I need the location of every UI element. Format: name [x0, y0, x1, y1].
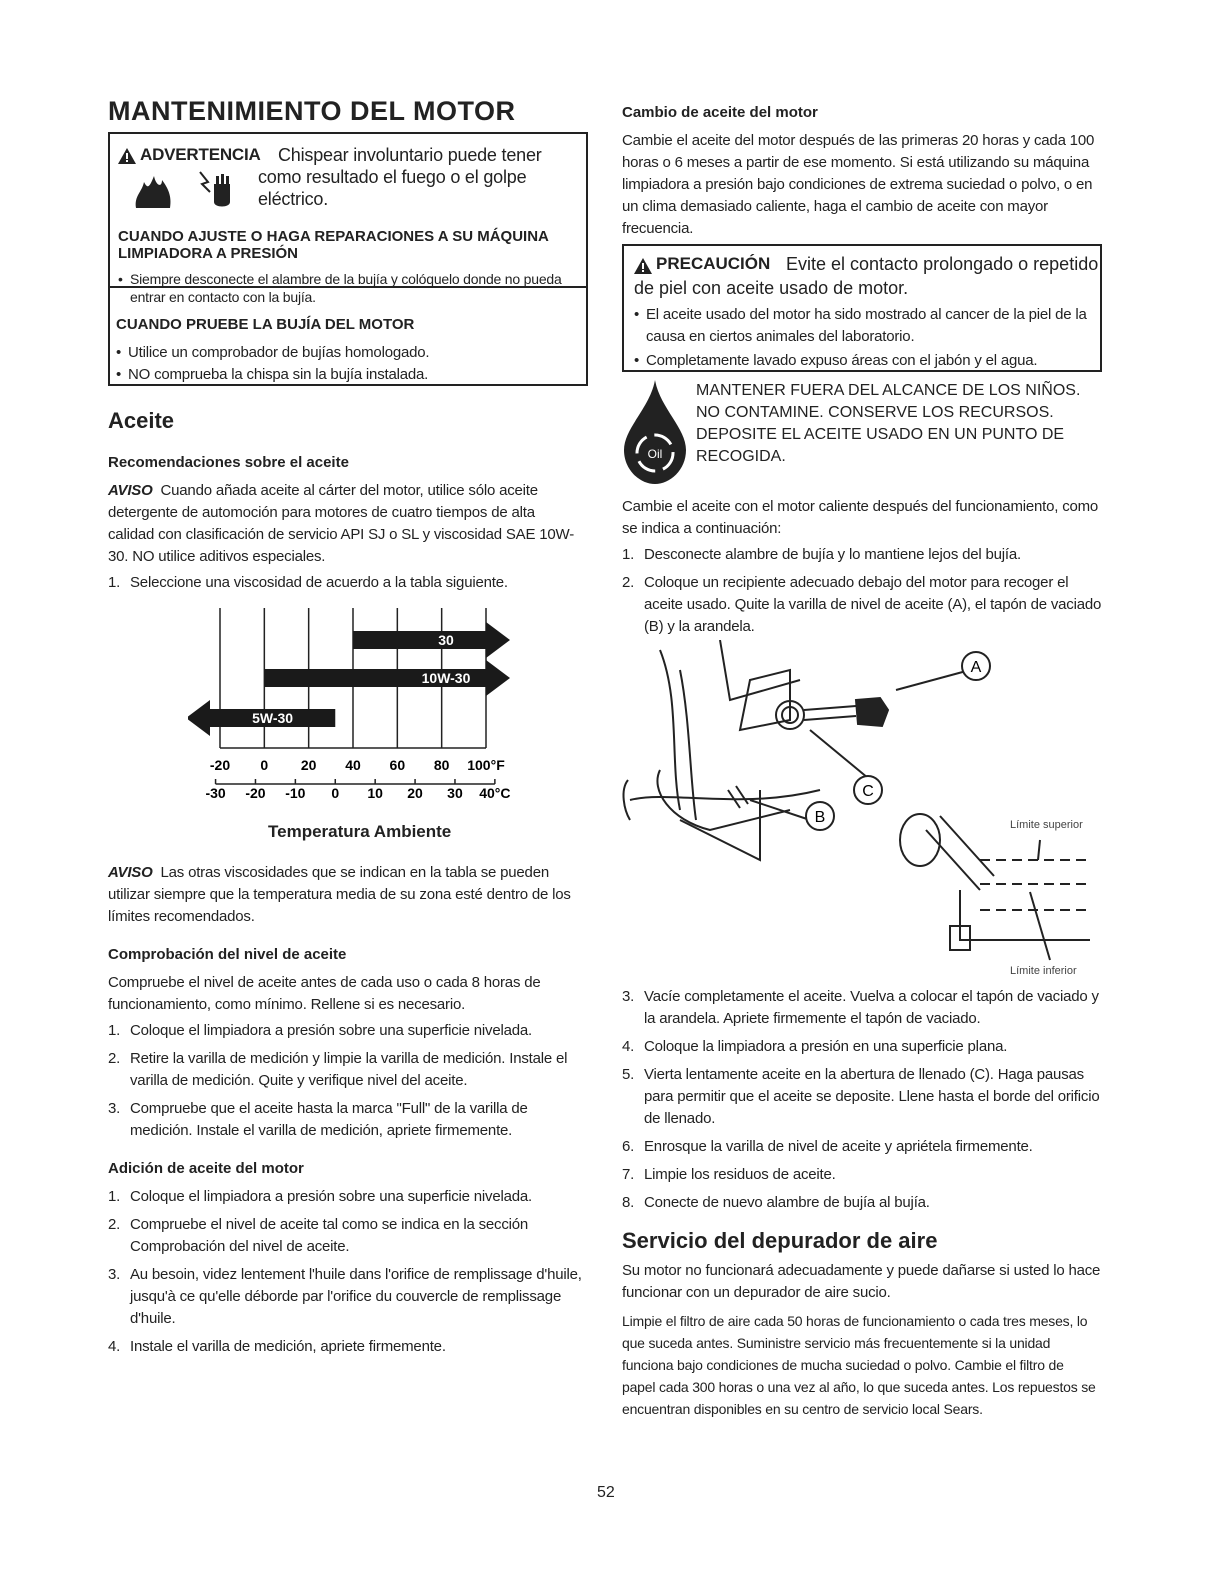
chart-bar-5w30 [188, 700, 335, 736]
list-item: 6. Enrosque la varilla de nivel de aceite y apriétela firmemente. [622, 1138, 1033, 1155]
aviso2-text: Las otras viscosidades que se indican en la tabla se pueden utilizar siempre que la temperatura media de su zona esté dentro de los límites recomendados. [108, 864, 571, 925]
chart-c-tick: 0 [331, 785, 340, 800]
check-title: Comprobación del nivel de aceite [108, 946, 347, 963]
chart-f-tick: 100°F [467, 757, 505, 773]
warning-section2-bullet-1: • Utilice un comprobador de bujías homologado. [116, 342, 576, 364]
warning-label: ADVERTENCIA [140, 145, 261, 164]
air-p1: Su motor no funcionará adecuadamente y puede dañarse si usted lo hace funcionar con un depurador de aire sucio. [622, 1262, 1101, 1301]
list-item: 5. Vierta lentamente aceite en la abertura de llenado (C). Haga pausas para permitir que el aceite se deposite. Llene hasta el borde del orificio de llenado. [622, 1066, 1100, 1127]
chart-bar-10w30 [264, 660, 510, 696]
caution-bullet-1: • El aceite usado del motor ha sido mostrado al cancer de la piel de la causa en ciertos animales del laboratorio. [634, 304, 1094, 348]
list-item: 8. Conecte de nuevo alambre de bujía al bujía. [622, 1194, 930, 1211]
caution-label: PRECAUCIÓN [656, 254, 771, 273]
caution-box [622, 244, 1102, 372]
diagram-label-c: C [862, 783, 874, 800]
chart-c-tick: -20 [245, 785, 266, 800]
chart-f-tick: -20 [209, 757, 231, 773]
diagram-label-a: A [970, 659, 982, 676]
warning-box [108, 132, 588, 305]
chart-c-tick: 30 [447, 785, 463, 800]
shock-icon [196, 168, 236, 210]
hot-text: Cambie el aceite con el motor caliente después del funcionamiento, como se indica a continuación: [622, 498, 1099, 537]
warning-section2-bullet-2: • NO comprueba la chispa sin la bujía instalada. [116, 364, 576, 386]
chart-title: Temperatura Ambiente [268, 822, 452, 841]
limit-lower-label: Límite inferior [1010, 965, 1077, 977]
warning-text-3: eléctrico. [258, 189, 329, 209]
recycle-text: MANTENER FUERA DEL ALCANCE DE LOS NIÑOS. NO CONTAMINE. CONSERVE LOS RECURSOS. DEPOSITE EL ACEITE USADO EN UN PUNTO DE RECOGIDA. [696, 382, 1081, 465]
warning-triangle-icon [118, 148, 136, 164]
chart-f-tick: 60 [389, 757, 406, 773]
chart-bar-label: 5W-30 [252, 710, 294, 726]
list-item: 3. Vacíe completamente el aceite. Vuelva a colocar el tapón de vaciado y la arandela. Apriete firmemente el tapón de vaciado. [622, 988, 1099, 1027]
chart-bar-label: 10W-30 [421, 670, 471, 686]
oil-text: Oil [647, 447, 663, 461]
list-item: 4. Coloque la limpiadora a presión en una superficie plana. [622, 1038, 1008, 1055]
chart-c-tick: -30 [205, 785, 226, 800]
page-title: MANTENIMIENTO DEL MOTOR [108, 96, 516, 126]
engine-diagram [620, 640, 1110, 990]
aviso2-label: AVISO [108, 864, 153, 881]
list-item: 2. Compruebe el nivel de aceite tal como se indica en la sección Comprobación del nivel de aceite. [108, 1216, 529, 1255]
aviso2-paragraph [108, 862, 588, 928]
fire-icon [132, 172, 178, 210]
warning-section1-title-2: LIMPIADORA A PRESIÓN [118, 245, 299, 262]
viscosity-chart [188, 600, 528, 800]
list-item: 1. Coloque el limpiadora a presión sobre una superficie nivelada. [108, 1188, 533, 1205]
air-title: Servicio del depurador de aire [622, 1228, 938, 1253]
chart-c-tick: 10 [367, 785, 383, 800]
warning-box-bottom [108, 288, 588, 386]
chart-c-tick: 20 [407, 785, 423, 800]
chart-bar-label: 30 [438, 632, 454, 648]
chart-f-tick: 80 [433, 757, 450, 773]
warning-bullet: • Siempre desconecte el alambre de la bujía y colóquelo donde no pueda entrar en contacto con la bujía. [118, 270, 578, 306]
caution-bullet-2: • Completamente lavado expuso áreas con el jabón y el agua. [634, 350, 1094, 372]
chart-bar-30 [353, 622, 510, 658]
add-title: Adición de aceite del motor [108, 1160, 304, 1177]
list-item: 7. Limpie los residuos de aceite. [622, 1166, 836, 1183]
change-title: Cambio de aceite del motor [622, 104, 818, 121]
check-text: Compruebe el nivel de aceite antes de cada uso o cada 8 horas de funcionamiento, como mínimo. Rellene si es necesario. [108, 974, 541, 1013]
chart-c-tick: -10 [285, 785, 306, 800]
air-p2: Limpie el filtro de aire cada 50 horas de funcionamiento o cada tres meses, lo que suceda antes. Suministre servicio más frecuentemente si la unidad funciona bajo condiciones de mucha suciedad o polvo. Cambie el filtro de papel cada 300 horas o una vez al año, lo que suceda antes. Los repuestos se encuentran disponibles en su centro de servicio local Sears. [622, 1313, 1096, 1417]
caution-text-2: de piel con aceite usado de motor. [634, 278, 909, 298]
oil-recycle-icon [620, 378, 690, 488]
change-text: Cambie el aceite del motor después de las primeras 20 horas y cada 100 horas o 6 meses a partir de ese momento. Si está utilizando su máquina limpiadora a presión bajo condiciones de extrema suciedad o polvo, o en un clima demasiado caliente, haga el cambio de aceite con mayor frecuencia. [622, 132, 1095, 237]
list-item: 3. Au besoin, videz lentement l'huile dans l'orifice de remplissage d'huile, jusqu'à ce qu'elle déborde par l'orifice du couvercle de remplissage d'huile. [108, 1266, 582, 1327]
chart-f-tick: 40 [345, 757, 361, 773]
list-item: 4. Instale el varilla de medición, apriete firmemente. [108, 1338, 446, 1355]
aviso-paragraph [108, 480, 578, 568]
warning-section1-title-1: CUANDO AJUSTE O HAGA REPARACIONES A SU MÁQUINA [118, 228, 549, 245]
list-item: 1. Coloque el limpiadora a presión sobre una superficie nivelada. [108, 1022, 533, 1039]
diagram-label-b: B [814, 809, 826, 826]
aviso-text: Cuando añada aceite al cárter del motor, utilice sólo aceite detergente de automoción para motores de cuatro tiempos de alta calidad con clasificación de servicio API SJ o SL y viscosidad SAE 10W-30. NO utilice aditivos especiales. [108, 482, 575, 565]
page-number: 52 [597, 1484, 615, 1501]
caution-text-1: Evite el contacto prolongado o repetido [786, 254, 1099, 274]
warning-text-1: Chispear involuntario puede tener [278, 145, 542, 165]
aviso-label: AVISO [108, 482, 153, 499]
list-item: 3. Compruebe que el aceite hasta la marca "Full" de la varilla de medición. Instale el varilla de medición, apriete firmemente. [108, 1100, 528, 1139]
chart-c-tick: 40°C [479, 785, 511, 800]
limit-upper-label: Límite superior [1010, 819, 1083, 831]
list-item: 1. Desconecte alambre de bujía y lo mantiene lejos del bujía. [622, 546, 1021, 563]
step-1: 1. Seleccione una viscosidad de acuerdo a la tabla siguiente. [108, 574, 508, 591]
section-aceite-title: Aceite [108, 408, 175, 433]
list-item: 2. Retire la varilla de medición y limpie la varilla de medición. Instale el varilla de medición. Quite y verifique nivel del aceite. [108, 1050, 568, 1089]
list-item: 2. Coloque un recipiente adecuado debajo del motor para recoger el aceite usado. Quite la varilla de nivel de aceite (A), el tapón de vaciado (B) y la arandela. [622, 574, 1102, 635]
chart-f-tick: 20 [300, 757, 317, 773]
chart-f-tick: 0 [260, 757, 269, 773]
warning-triangle-icon [634, 258, 652, 274]
rec-title: Recomendaciones sobre el aceite [108, 454, 349, 471]
warning-section2-title: CUANDO PRUEBE LA BUJÍA DEL MOTOR [116, 316, 415, 333]
warning-text-2: como resultado el fuego o el golpe [258, 167, 527, 187]
